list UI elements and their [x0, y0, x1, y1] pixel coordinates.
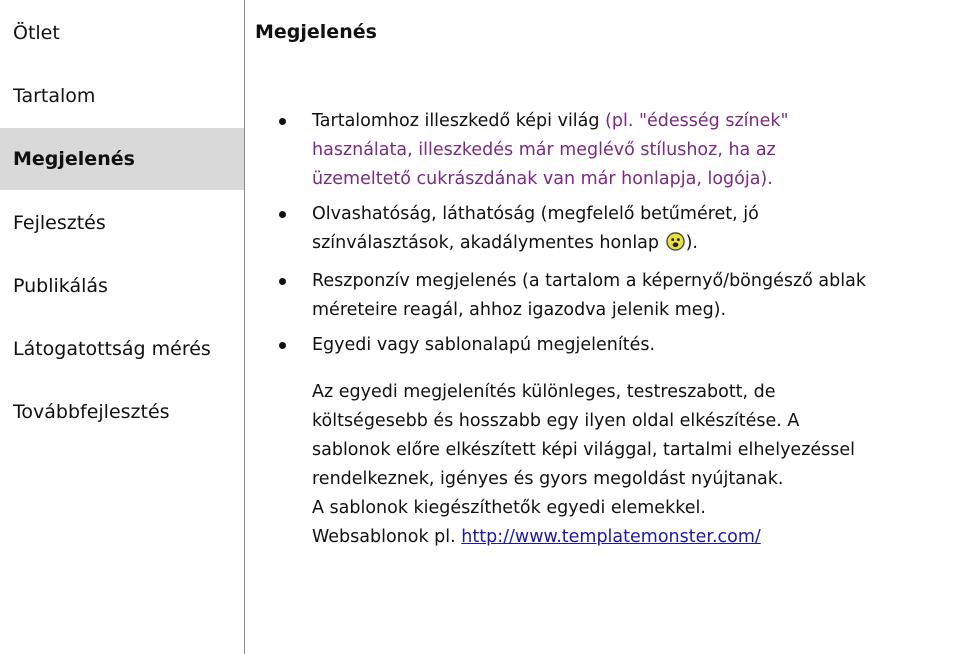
description-paragraph: [312, 378, 952, 552]
sidebar-item-fejlesztes[interactable]: Fejlesztés: [13, 212, 106, 234]
sidebar-nav: [0, 0, 245, 654]
bullet-text: Egyedi vagy sablonalapú megjelenítés.: [312, 335, 656, 355]
sidebar-item-publikalas[interactable]: Publikálás: [13, 275, 108, 297]
bullet-text: Olvashatóság, láthatóság (megfelelő betűméret, jó: [312, 204, 759, 224]
smiley-emoji-icon: [666, 232, 685, 261]
content-panel: [245, 0, 959, 654]
paragraph-line: rendelkeznek, igényes és gyors megoldást nyújtanak.: [312, 469, 784, 489]
bullet-icon: [279, 118, 286, 125]
bullet-icon: [279, 278, 286, 285]
bullet-text-highlight: használata, illeszkedés már meglévő stílushoz, ha az: [312, 140, 776, 160]
bullet-text: ).: [685, 233, 698, 253]
sidebar-item-latogatottsag-meres[interactable]: Látogatottság mérés: [13, 338, 211, 360]
paragraph-line: Az egyedi megjelenítés különleges, testreszabott, de: [312, 382, 776, 402]
list-item: [275, 200, 955, 261]
templatemonster-link[interactable]: http://www.templatemonster.com/: [461, 527, 761, 547]
bullet-text: méreteire reagál, ahhoz igazodva jelenik meg).: [312, 300, 727, 320]
bullet-text: színválasztások, akadálymentes honlap: [312, 233, 665, 253]
sidebar-item-otlet[interactable]: Ötlet: [13, 22, 60, 44]
paragraph-line: A sablonok kiegészíthetők egyedi elemekkel.: [312, 498, 706, 518]
bullet-text-highlight: (pl. "édesség színek": [605, 111, 789, 131]
paragraph-line: sablonok előre elkészített képi világgal, tartalmi elhelyezéssel: [312, 440, 856, 460]
page-title: Megjelenés: [255, 21, 377, 43]
bullet-icon: [279, 211, 286, 218]
bullet-text-highlight: üzemeltető cukrászdának van már honlapja, logója).: [312, 169, 773, 189]
sidebar-item-tartalom[interactable]: Tartalom: [13, 85, 96, 107]
bullet-list: [275, 107, 955, 366]
list-item: [275, 107, 955, 194]
paragraph-line: Websablonok pl.: [312, 527, 462, 547]
list-item: [275, 267, 955, 325]
bullet-icon: [279, 342, 286, 349]
sidebar-item-megjelenes[interactable]: Megjelenés: [0, 128, 244, 190]
list-item: [275, 331, 955, 360]
paragraph-line: költségesebb és hosszabb egy ilyen oldal elkészítése. A: [312, 411, 800, 431]
sidebar-item-tovabbfejlesztes[interactable]: Továbbfejlesztés: [13, 401, 170, 423]
bullet-text: Reszponzív megjelenés (a tartalom a képernyő/böngésző ablak: [312, 271, 866, 291]
bullet-text: Tartalomhoz illeszkedő képi világ: [312, 111, 606, 131]
